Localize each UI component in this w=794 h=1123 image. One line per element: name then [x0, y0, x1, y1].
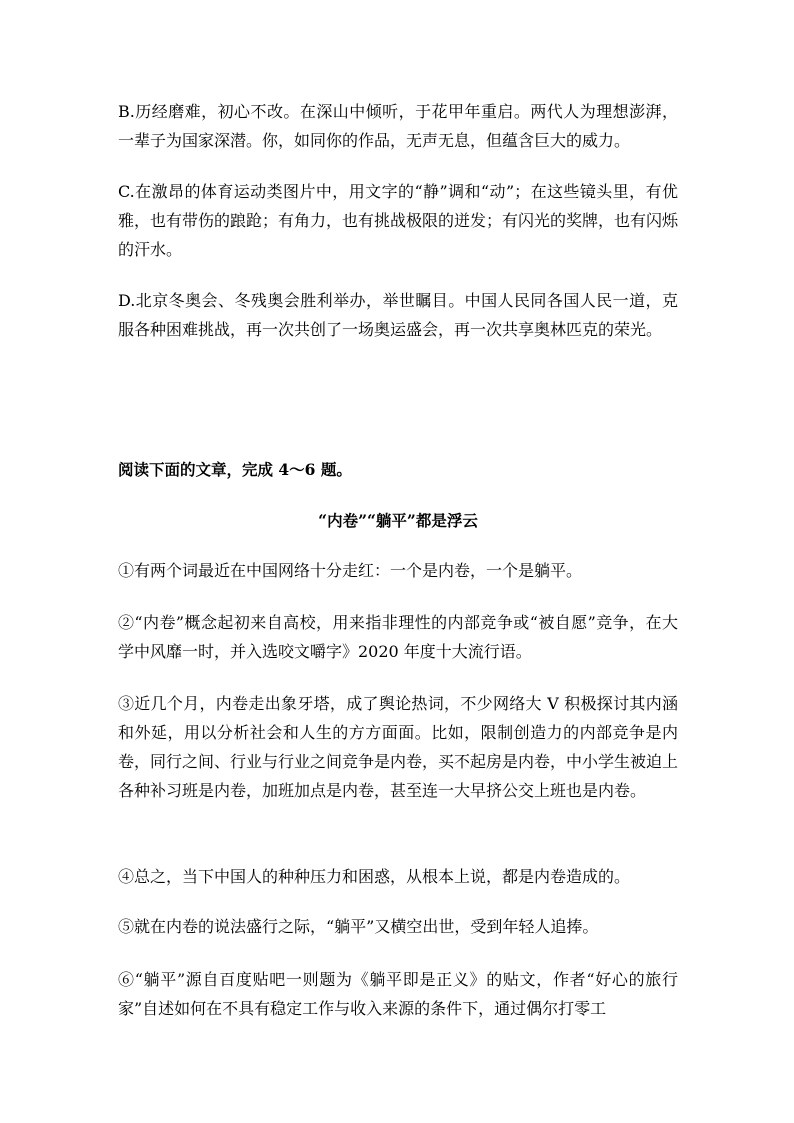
article-paragraph-6: ⑥“躺平”源自百度贴吧一则题为《躺平即是正义》的贴文，作者“好心的旅行家”自述如何在不具有稳定工作与收入来源的条件下，通过偶尔打零工	[118, 970, 678, 1018]
article-paragraph-1: ①有两个词最近在中国网络十分走红：一个是内卷，一个是躺平。	[118, 561, 583, 580]
article-paragraph-3: ③近几个月，内卷走出象牙塔，成了舆论热词，不少网络大 V 积极探讨其内涵和外延，用以分析社会和人生的方方面面。比如，限制创造力的内部竞争是内卷，同行之间、行业与行业之间竞争是内卷，买不起房是内卷，中小学生被迫上各种补习班是内卷，加班加点是内卷，甚至连一大早挤公交上班也是内卷。	[118, 694, 679, 800]
article-paragraph-2: ②“内卷”概念起初来自高校，用来指非理性的内部竞争或“被自愿”竞争，在大学中风靡一时，并入选咬文嚼字》2020 年度十大流行语。	[118, 613, 678, 661]
article-paragraph-4: ④总之，当下中国人的种种压力和困惑，从根本上说，都是内卷造成的。	[118, 867, 631, 886]
option-c: C.在激昂的体育运动类图片中，用文字的“静”调和“动”；在这些镜头里，有优雅，也有带伤的踉跄；有角力，也有挑战极限的迸发；有闪光的奖牌，也有闪烁的汗水。	[118, 182, 679, 259]
option-d: D.北京冬奥会、冬残奥会胜利举办，举世瞩目。中国人民同各国人民一道，克服各种困难挑战，再一次共创了一场奥运盛会，再一次共享奥林匹克的荣光。	[118, 291, 678, 339]
article-title: “内卷”“躺平”都是浮云	[318, 511, 478, 530]
reading-instruction: 阅读下面的文章，完成 4～6 题。	[118, 460, 352, 479]
option-b: B.历经磨难，初心不改。在深山中倾听，于花甲年重启。两代人为理想澎湃，一辈子为国家深潜。你，如同你的作品，无声无息，但蕴含巨大的威力。	[118, 102, 678, 150]
article-paragraph-5: ⑤就在内卷的说法盛行之际，“躺平”又横空出世，受到年轻人追捧。	[118, 917, 599, 936]
